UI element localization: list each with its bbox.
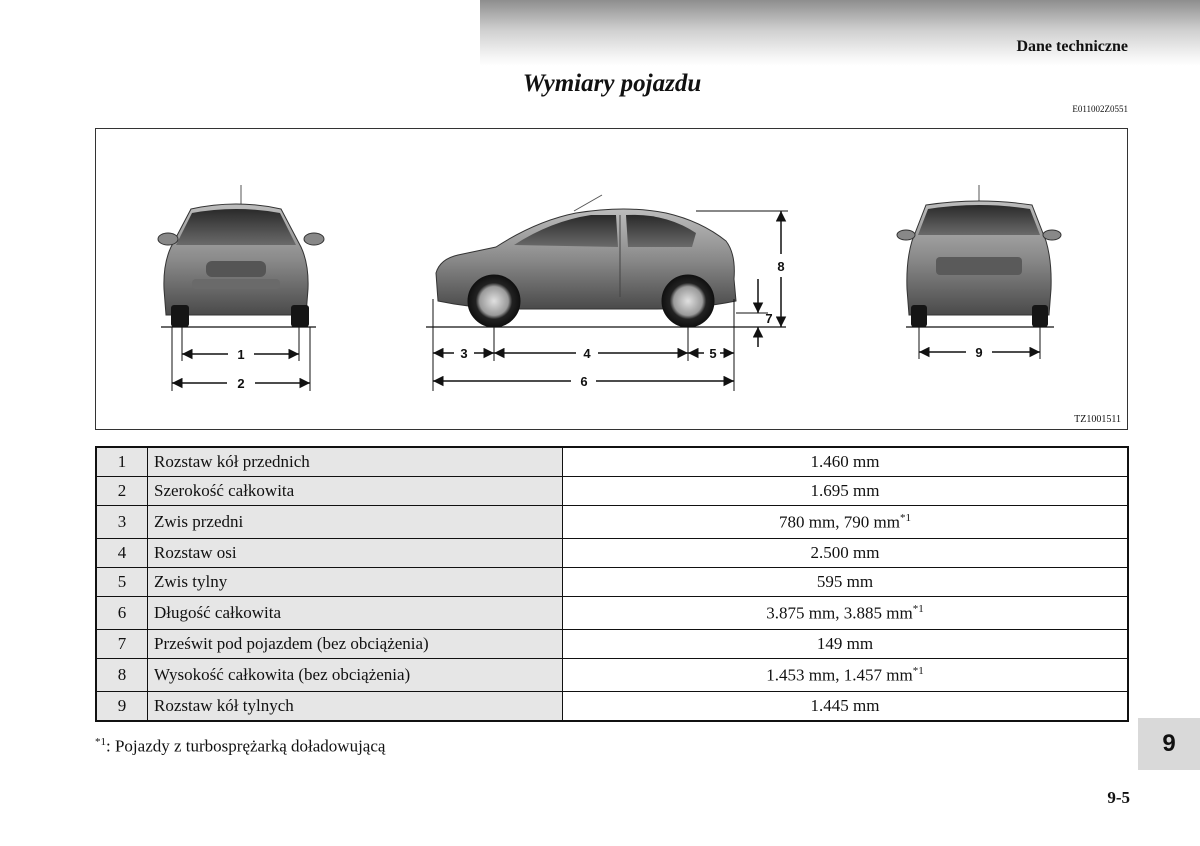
dimension-value-cell: [563, 692, 1129, 722]
dimension-value-cell: [563, 447, 1129, 477]
dim-label-4: 4: [583, 346, 591, 361]
row-number: 7: [96, 630, 148, 659]
dimension-value: 1.695 mm: [810, 481, 880, 500]
dimension-name: Rozstaw osi: [148, 539, 563, 568]
table-row: [96, 692, 1128, 722]
footnote-ref: *1: [899, 511, 911, 524]
dimension-value-cell: [563, 477, 1129, 506]
dimension-value: 149 mm: [816, 634, 874, 653]
front-view-car: [158, 185, 324, 327]
table-row: [96, 568, 1128, 597]
dimension-value: 780 mm, 790 mm: [779, 512, 900, 532]
dimension-value-cell: [563, 630, 1129, 659]
dimension-name: Szerokość całkowita: [148, 477, 563, 506]
dimension-name: Długość całkowita: [148, 597, 563, 630]
row-number: 6: [96, 597, 148, 630]
row-number: 2: [96, 477, 148, 506]
page-number: 9-5: [1107, 788, 1130, 807]
section-title: Dane techniczne: [1016, 38, 1128, 55]
dimension-value-cell: [563, 506, 1129, 539]
table-row: [96, 597, 1128, 630]
table-row: [96, 630, 1128, 659]
dimension-value-cell: [563, 597, 1129, 630]
table-row: [96, 477, 1128, 506]
dimension-value: 1.453 mm, 1.457 mm: [766, 665, 913, 685]
footnote-mark: *1: [95, 736, 106, 748]
dimensions-table: [95, 446, 1129, 722]
table-row: [96, 659, 1128, 692]
row-number: 3: [96, 506, 148, 539]
dim-label-2: 2: [237, 376, 245, 391]
dim-label-9: 9: [975, 345, 983, 360]
page-title: Wymiary pojazdu: [522, 70, 702, 97]
dimension-value: 2.500 mm: [810, 543, 880, 562]
side-view-car: [436, 195, 736, 327]
dimension-value-cell: [563, 568, 1129, 597]
row-number: 4: [96, 539, 148, 568]
dimension-value: 1.445 mm: [810, 696, 880, 715]
dim-label-5: 5: [709, 346, 717, 361]
table-row: [96, 447, 1128, 477]
dim-label-1: 1: [237, 347, 245, 362]
dimension-value: 3.875 mm, 3.885 mm: [766, 603, 913, 623]
dimension-value: 595 mm: [816, 572, 874, 591]
dimension-name: Zwis przedni: [148, 506, 563, 539]
dimension-value: 1.460 mm: [810, 452, 880, 471]
dimension-value-cell: [563, 659, 1129, 692]
footnote: [95, 736, 385, 757]
document-code: E011002Z0551: [1072, 104, 1128, 114]
row-number: 9: [96, 692, 148, 722]
footnote-text: : Pojazdy z turbosprężarką doładowującą: [106, 736, 386, 756]
dimension-name: Wysokość całkowita (bez obciążenia): [148, 659, 563, 692]
dim-label-6: 6: [580, 374, 588, 389]
header-band: [480, 0, 1200, 66]
dimension-name: Rozstaw kół przednich: [148, 447, 563, 477]
table-row: [96, 506, 1128, 539]
row-number: 1: [96, 447, 148, 477]
dimension-name: Rozstaw kół tylnych: [148, 692, 563, 722]
vehicle-diagram: [96, 129, 1129, 431]
figure-code: TZ1001511: [1074, 414, 1121, 425]
chapter-tab: 9: [1138, 718, 1200, 770]
dim-label-7: 7: [765, 311, 773, 326]
table-row: [96, 539, 1128, 568]
footnote-ref: *1: [912, 664, 924, 677]
dim-label-3: 3: [460, 346, 468, 361]
dimension-name: Zwis tylny: [148, 568, 563, 597]
row-number: 8: [96, 659, 148, 692]
row-number: 5: [96, 568, 148, 597]
footnote-ref: *1: [912, 602, 924, 615]
dim-label-8: 8: [777, 259, 785, 274]
vehicle-dimensions-figure: [95, 128, 1128, 430]
dimension-name: Prześwit pod pojazdem (bez obciążenia): [148, 630, 563, 659]
rear-view-car: [897, 185, 1061, 327]
dimension-value-cell: [563, 539, 1129, 568]
